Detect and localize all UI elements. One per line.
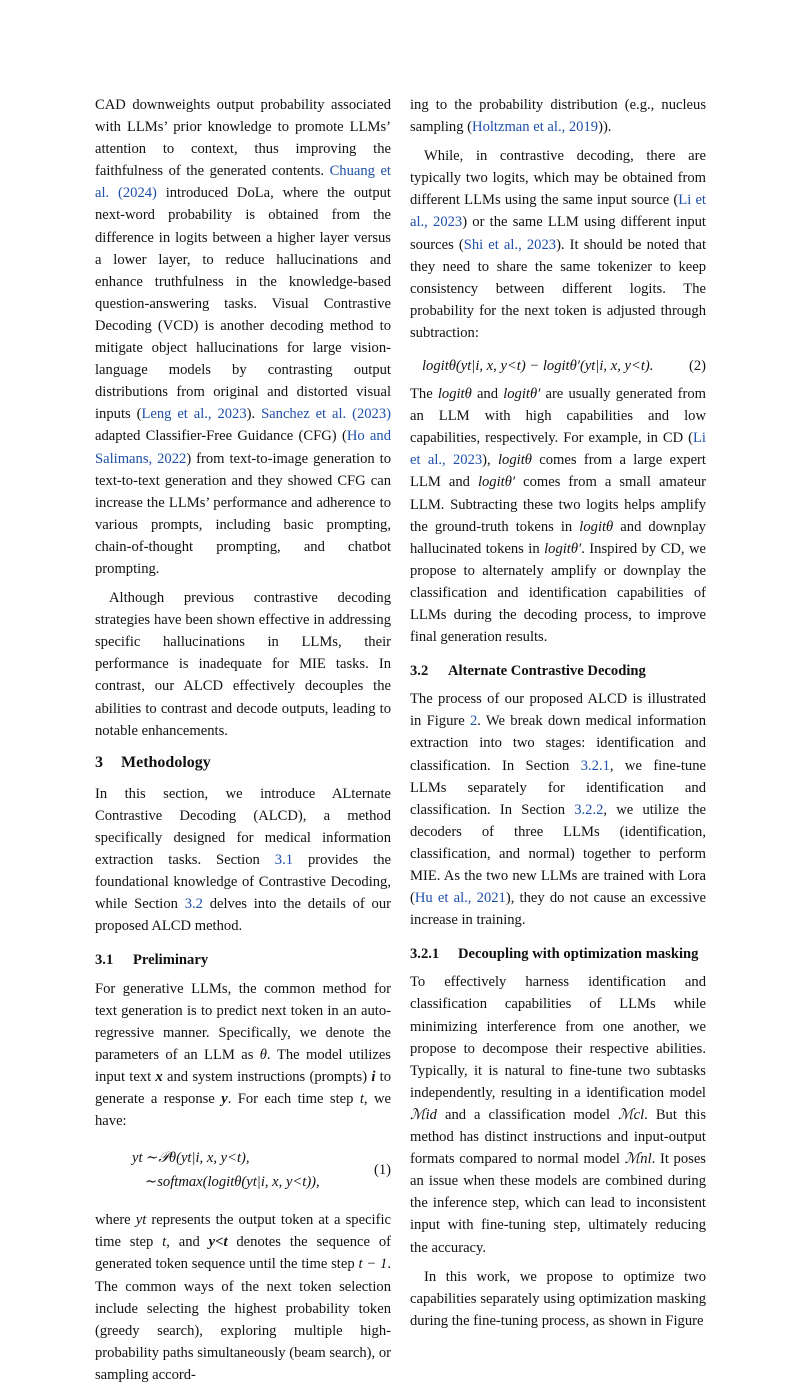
math: logitθ′ (544, 540, 582, 557)
text: comes from a small amateur LLM. Subtracting these two logits helps amplify the ground-truth tokens in (410, 474, 706, 535)
math: logitθ (437, 386, 472, 403)
text: . The common ways of the next token selection include selecting the highest probability token (greedy search), exploring multiple high-probability paths simultaneously (beam search), or sampling accord- (95, 1256, 391, 1383)
citation-link[interactable]: Li et al., 2023 (410, 192, 706, 231)
equation-line: logitθ(yt|i, x, y<t) − logitθ′(yt|i, x, y<t). (422, 358, 654, 375)
section-link[interactable]: 3.2.1 (580, 757, 610, 774)
text: introduced DoLa, where the output next-word probability is obtained from the difference in logits between a higher layer versus a lower layer, to reduce hallucinations and enhance truthfulness in the knowledge-based question-answering tasks. Visual Contrastive Decoding (VCD) is another decoding method to mitigate object hallucinations for large vision-language models by contrasting output distributions from original and distorted visual inputs ( (95, 185, 391, 423)
text: ) from text-to-image generation to text-to-text generation and they showed CFG can increase the LLMs’ performance and adherence to various prompts, including basic prompting, chain-of-thought prompting, and chatbot prompting. (95, 450, 392, 577)
paragraph (410, 688, 706, 931)
equation-2 (410, 351, 706, 381)
paragraph (410, 383, 706, 648)
section-title: Decoupling with optimization masking (458, 946, 699, 963)
text: To effectively harness identification and classification capabilities of LLMs while minimizing interference from one another, we propose to decompose their respective abilities. Typically, it is natural to fine-tune two subtasks independently, resulting in a identification model (410, 974, 706, 1101)
citation-link[interactable]: Shi et al., 2023 (463, 236, 557, 253)
text: ), (482, 452, 498, 469)
section-number: 3.2 (410, 663, 429, 680)
equation-number: (1) (373, 1162, 391, 1179)
math: ℳid (410, 1106, 437, 1123)
text: . The model utilizes input text (95, 1046, 391, 1085)
text: ). It should be noted that they need to share the same tokenizer to keep consistency between different logits. The probability for the next token is adjusted through subtraction: (410, 236, 706, 341)
math: y<t (208, 1234, 228, 1251)
section-link[interactable]: 3.2 (184, 896, 203, 913)
math: t − 1 (358, 1256, 388, 1273)
text: and system instructions (prompts) (162, 1068, 372, 1085)
section-link[interactable]: 3.1 (274, 852, 294, 869)
paragraph (95, 94, 391, 580)
citation-link[interactable]: Chuang et al. (2024) (95, 163, 391, 202)
paragraph: In this work, we propose to optimize two capabilities separately using optimization masking during the fine-tuning process, as shown in Figure (410, 1268, 706, 1329)
section-number: 3.2.1 (410, 946, 440, 963)
math: logitθ′ (477, 474, 516, 491)
section-title: Methodology (121, 753, 211, 771)
math: yt (135, 1212, 147, 1229)
text: delves into the details of our proposed ALCD method. (95, 896, 391, 935)
paragraph (95, 783, 391, 938)
paragraph (410, 971, 706, 1258)
text: . For each time step (227, 1091, 360, 1108)
text: The (410, 386, 438, 403)
math: logitθ′ (503, 386, 541, 403)
section-title: Alternate Contrastive Decoding (448, 663, 646, 680)
text: represents the output token at a specific time step (95, 1212, 391, 1251)
right-column (410, 94, 706, 1339)
citation-link[interactable]: Sanchez et al. (2023) (261, 406, 391, 423)
equation-1 (95, 1139, 391, 1205)
text: , we have: (95, 1091, 391, 1130)
text: ) or the same LLM using different input sources ( (410, 214, 706, 253)
text: where (95, 1212, 136, 1229)
text: ing to the probability distribution (e.g., nucleus sampling ( (410, 97, 706, 136)
text: to generate a response (95, 1068, 392, 1108)
math: θ (259, 1046, 267, 1063)
text: In this section, we introduce ALternate Contrastive Decoding (ALCD), a method specifically designed for medical information extraction tasks. Section (95, 785, 391, 869)
math: ℳcl (618, 1106, 645, 1123)
section-heading-3-1 (95, 949, 391, 971)
text: . It poses an issue when these models are combined during the inference step, which can lead to inconsistent input with fine-tuning step, ultimately reducing the accuracy. (410, 1151, 706, 1256)
paragraph (410, 145, 706, 344)
text: , we fine-tune LLMs separately for identification and classification. In Section (410, 757, 706, 818)
paragraph (95, 1209, 391, 1386)
math: y (221, 1091, 228, 1108)
citation-link[interactable]: Hu et al., 2021 (414, 890, 506, 907)
equation-line: yt ∼𝒫θ(yt|i, x, y<t), (132, 1150, 250, 1167)
text: ), they do not cause an excessive increase in training. (410, 890, 706, 929)
paragraph (95, 978, 391, 1133)
text: and downplay hallucinated tokens in (410, 518, 706, 557)
math: x (155, 1068, 163, 1085)
text: comes from a large expert LLM and (410, 452, 706, 491)
text: While, in contrastive decoding, there are typically two logits, which may be obtained from different LLMs using the same input source ( (410, 148, 706, 209)
math: i (371, 1068, 376, 1085)
math: logitθ (498, 452, 532, 469)
math: t (162, 1234, 167, 1251)
figure-link[interactable]: 2 (469, 713, 478, 730)
paragraph: Although previous contrastive decoding strategies have been shown effective in addressing specific hallucinations in LLMs, their performance is inadequate for MIE tasks. In contrast, our ALCD effectively decouples the abilities to contrast and decode outputs, leading to notable enhancements. (95, 590, 391, 739)
text: . But this method has distinct instructions and input-output formats compared to normal model (410, 1106, 707, 1168)
text: ). (246, 406, 262, 423)
text: adapted Classifier-Free Guidance (CFG) ( (95, 428, 347, 445)
math: t (359, 1091, 364, 1108)
section-title: Preliminary (133, 952, 209, 969)
text: and a classification model (436, 1106, 619, 1123)
text: and (471, 386, 504, 403)
text: provides the foundational knowledge of Contrastive Decoding, while Section (95, 852, 391, 913)
math: logitθ (579, 518, 614, 535)
text: are usually generated from an LLM with high capabilities and low capabilities, respectively. For example, in CD ( (410, 386, 706, 447)
equation-number: (2) (688, 358, 706, 375)
citation-link[interactable]: Ho and Salimans, 2022 (95, 428, 391, 467)
text: , we utilize the decoders of three LLMs (identification, classification, and normal) together to perform MIE. As the two new LLMs are trained with Lora ( (410, 801, 706, 907)
section-number: 3 (95, 753, 103, 771)
text: denotes the sequence of generated token sequence until the time step (95, 1234, 391, 1273)
text: . We break down medical information extraction into two stages: identification and classification. In Section (410, 713, 706, 774)
section-heading-3-2-1 (410, 943, 706, 965)
section-link[interactable]: 3.2.2 (574, 801, 604, 818)
left-column (95, 94, 391, 1393)
section-heading-3 (95, 752, 391, 774)
section-number: 3.1 (95, 952, 114, 969)
paragraph (410, 94, 706, 138)
text: The process of our proposed ALCD is illustrated in Figure (410, 691, 706, 730)
text: )). (598, 119, 612, 136)
text: For generative LLMs, the common method for text generation is to predict next token in an auto-regressive manner. Specifically, we denote the parameters of an LLM as (95, 980, 391, 1063)
equation-line: ∼softmax(logitθ(yt|i, x, y<t)), (145, 1174, 320, 1191)
citation-link[interactable]: Li et al., 2023 (410, 430, 706, 469)
text: , and (166, 1234, 209, 1251)
text: . Inspired by CD, we propose to alternately amplify or downplay the classification and identification capabilities of LLMs during the decoding process, to improve final generation results. (410, 540, 706, 646)
section-heading-3-2 (410, 660, 706, 682)
citation-link[interactable]: Holtzman et al., 2019 (472, 119, 599, 136)
text: CAD downweights output probability associated with LLMs’ prior knowledge to promote LLMs’ attention to context, thus improving the faithfulness of the generated contents. (95, 97, 391, 180)
citation-link[interactable]: Leng et al., 2023 (141, 406, 247, 423)
math: ℳnl (624, 1151, 652, 1168)
